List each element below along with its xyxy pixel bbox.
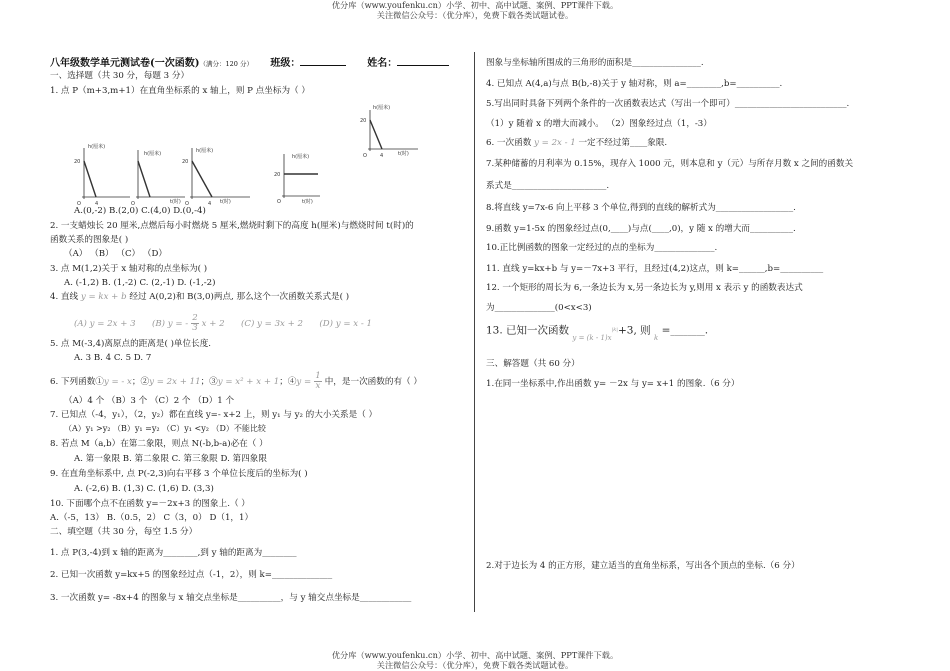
- graph-extra-origin: O: [363, 153, 367, 159]
- question-2-line2: 函数关系的图象是( ): [50, 235, 129, 245]
- question-4-option-c: (C) y = 3x + 2: [241, 319, 304, 329]
- question-8: 8. 若点 M（a,b）在第二象限，则点 N(-b,b-a)必在（ ）: [50, 439, 268, 449]
- question-10-options: A.（-5，13） B.（0.5，2） C（3，0） D（1，1）: [50, 513, 254, 523]
- fill-6-blank[interactable]: ____: [630, 138, 648, 148]
- question-4-option-d: (D) y = x - 1: [319, 319, 372, 329]
- fill-6-formula: y = 2x - 1: [534, 138, 576, 148]
- question-4-suffix: 经过 A(0,2)和 B(3,0)两点, 那么这个一次函数关系式是( ): [129, 292, 350, 302]
- fill-5-blank[interactable]: __________________________: [734, 99, 847, 109]
- section-choice-heading: 一、选择题（共 30 分，每题 3 分）: [50, 71, 190, 81]
- class-field[interactable]: [300, 57, 346, 66]
- question-4-options: [74, 314, 372, 333]
- fill-3-blank-b[interactable]: ____________: [359, 593, 412, 603]
- name-label: 姓名：: [367, 58, 398, 69]
- fill-question-7: 7.某种储蓄的月利率为 0.15%，现存入 1000 元，则本息和 y（元）与所存月数 x 之间的函数关: [486, 159, 854, 169]
- question-7-options: （A）y₁ >y₂ （B）y₁ =y₂ （C）y₁ <y₂ （D）不能比较: [64, 424, 266, 433]
- fill-13-part-b: +3, 则: [618, 324, 651, 337]
- fill-8-text: 8.将直线 y=7x-6 向上平移 3 个单位,得到的直线的解析式为: [486, 203, 716, 213]
- question-1: 1. 点 P（m+3,m+1）在直角坐标系的 x 轴上，则 P 点坐标为（ ）: [50, 86, 310, 96]
- question-6-func4: y =: [296, 377, 312, 387]
- fill-3-blank-a[interactable]: __________: [237, 593, 281, 603]
- exam-score-note: （满分：120 分）: [199, 60, 253, 68]
- question-4: [50, 291, 349, 303]
- fraction-denominator: x: [315, 381, 321, 391]
- q2-graphs: [50, 102, 468, 212]
- fill-4-part-b: ,b=: [721, 79, 737, 89]
- graph-b-ylabel: h(厘米): [144, 151, 162, 157]
- class-label: 班级：: [270, 58, 301, 69]
- fill-12-blank[interactable]: ______________: [494, 303, 555, 313]
- question-4-option-b: (B) y = -: [152, 319, 189, 329]
- fill-4-part-a: 4. 已知点 A(4,a)与点 B(b,-8)关于 y 轴对称，则 a=: [486, 79, 687, 89]
- question-4-formula: y = kx + b: [80, 292, 127, 302]
- graph-extra-line: [370, 120, 382, 149]
- fill-9-part-a: 9.函数 y=1-5x 的图象经过点(0,: [486, 224, 611, 234]
- graph-d: [274, 153, 320, 205]
- graph-a-line: [84, 161, 96, 197]
- fill-question-2: [50, 569, 332, 581]
- section-answer-heading: 三、解答题（共 60 分）: [486, 359, 580, 369]
- fill-13-blank[interactable]: ________: [670, 326, 705, 337]
- question-6-prefix: 6. 下列函数①: [50, 377, 104, 387]
- fill-9-part-b: )与点(: [627, 224, 652, 234]
- fill-9-blank-a[interactable]: ____: [610, 224, 628, 234]
- fill-11-blank-a[interactable]: ______: [739, 264, 765, 274]
- fill-10-text: 10.正比例函数的图象一定经过的点的坐标为: [486, 243, 655, 253]
- fill-11-part-a: 11. 直线 y=kx+b 与 y=－7x+3 平行，且经过(4,2)这点，则 k=: [486, 264, 740, 274]
- graph-a-y20: 20: [74, 159, 81, 165]
- question-4-option-a: (A) y = 2x + 3: [74, 319, 136, 329]
- question-6-func4-fraction: [314, 372, 322, 391]
- fill-question-5: 5.写出同时具备下列两个条件的一次函数表达式（写出一个即可）__________________________.: [486, 99, 850, 109]
- graph-a-ylabel: h(厘米): [88, 144, 106, 150]
- fill-6-part-c: 象限.: [647, 138, 668, 148]
- exam-title-row: [50, 57, 449, 70]
- fill-13-part-c: =: [661, 324, 671, 337]
- fill-5-text: 5.写出同时具备下列两个条件的一次函数表达式（写出一个即可）: [486, 99, 735, 109]
- fill-3-part-b: ，与 y 轴交点坐标是: [280, 593, 360, 603]
- answer-question-1: 1.在同一坐标系中,作出函数 y= －2x 与 y= x+1 的图象.（6 分）: [486, 379, 740, 389]
- fill-4-blank-b[interactable]: __________: [736, 79, 780, 89]
- fill-question-5-conditions: （1）y 随着 x 的增大而减小。 （2）图象经过点（1，-3）: [486, 119, 712, 129]
- question-4-prefix: 4. 直线: [50, 292, 79, 302]
- fill-question-7-cont: 系式是______________________.: [486, 181, 610, 191]
- name-field[interactable]: [397, 57, 449, 66]
- fraction-numerator: 1: [315, 371, 321, 381]
- fill-question-3-cont: 图象与坐标轴所围成的三角形的面积是________________.: [486, 58, 704, 68]
- question-6-sep1: ；②: [131, 377, 150, 387]
- page-header-line2: 关注微信公众号：（优分库），免费下载各类试题试卷。: [376, 10, 574, 20]
- graph-c-xlabel: t(时): [220, 199, 231, 205]
- question-6-sep3: ；④: [279, 377, 297, 387]
- graph-a: [74, 143, 130, 207]
- fill-7-blank[interactable]: ______________________: [511, 181, 607, 191]
- graph-c-origin: O: [185, 201, 189, 207]
- fill-12-part-c: (0<x<3): [554, 303, 592, 313]
- fill-3-area-blank[interactable]: ________________: [632, 58, 701, 68]
- fill-11-blank-b[interactable]: __________: [780, 264, 824, 274]
- fill-9-blank-c[interactable]: __________: [750, 224, 793, 234]
- fill-question-11: [486, 263, 823, 275]
- column-divider: [474, 52, 475, 612]
- question-6-suffix: 中，是一次函数的有（ ）: [324, 377, 422, 387]
- question-8-options: A. 第一象限 B. 第二象限 C. 第三象限 D. 第四象限: [74, 454, 267, 464]
- graph-c-line: [192, 161, 212, 197]
- question-6-func2: y = 2x + 11: [149, 377, 201, 387]
- question-6: [50, 372, 422, 391]
- fill-question-13: 13. 已知一次函数 $_{y = (k - 1)x}^{|k|}$+3, 则 $_k$ =________.: [486, 324, 709, 342]
- question-3: 3. 点 M(1,2)关于 x 轴对称的点坐标为( ): [50, 264, 208, 274]
- question-6-func1: y = - x: [103, 377, 132, 387]
- question-9: 9. 在直角坐标系中, 点 P(-2,3)向右平移 3 个单位长度后的坐标为( ): [50, 469, 308, 479]
- fill-6-part-b: 一定不经过第: [578, 138, 631, 148]
- fill-9-blank-b[interactable]: ____: [651, 224, 669, 234]
- page-header-line1: 优分库（www.youfenku.cn）小学、初中、高中试题、案例、PPT课件下载。: [331, 0, 619, 10]
- question-5: 5. 点 M(-3,4)离原点的距离是( )单位长度.: [50, 339, 212, 349]
- graph-extra: [360, 104, 418, 159]
- fill-10-blank[interactable]: ______________: [654, 243, 715, 253]
- question-2-line1: 2. 一支蜡烛长 20 厘米,点燃后每小时燃烧 5 厘米,燃烧时剩下的高度 h(厘米)与燃烧时间 t(时)的: [50, 221, 414, 231]
- fill-2-blank[interactable]: ______________: [271, 570, 333, 580]
- question-5-options: A. 3 B. 4 C. 5 D. 7: [74, 353, 152, 363]
- fill-8-blank[interactable]: __________________: [715, 203, 794, 213]
- answer-question-2: 2.对于边长为 4 的正方形，建立适当的直角坐标系，写出各个顶点的坐标.（6 分）: [486, 561, 800, 571]
- graph-d-y20: 20: [274, 172, 281, 178]
- fraction-denominator: 3: [192, 323, 198, 333]
- question-4-option-b-fraction: [191, 314, 199, 333]
- fill-13-part-a: 13. 已知一次函数: [486, 324, 570, 337]
- fill-question-9: 9.函数 y=1-5x 的图象经过点(0,____)与点(____,0)，y 随 x 的增大而__________.: [486, 224, 796, 234]
- graph-d-origin: O: [277, 199, 281, 205]
- fill-7-part-b: 系式是: [486, 181, 512, 191]
- graph-b-line: [138, 161, 150, 197]
- graph-extra-xlabel: t(时): [398, 151, 409, 157]
- fill-question-6: [486, 137, 667, 149]
- graph-a-x4: 4: [95, 201, 99, 207]
- fill-11-part-b: ,b=: [764, 264, 781, 274]
- fill-4-blank-a[interactable]: ________: [686, 79, 722, 89]
- graph-c-y20: 20: [182, 159, 189, 165]
- fill-3-cont-text: 图象与坐标轴所围成的三角形的面积是: [486, 58, 633, 68]
- graph-extra-ylabel: h(厘米): [373, 105, 391, 111]
- page-footer-line1: 优分库（www.youfenku.cn）小学、初中、高中试题、案例、PPT课件下载。: [331, 650, 619, 660]
- fill-9-part-c: ,0)，y 随 x 的增大而: [669, 224, 751, 234]
- fill-question-8: 8.将直线 y=7x-6 向上平移 3 个单位,得到的直线的解析式为__________________.: [486, 203, 796, 213]
- fill-2-text: 2. 已知一次函数 y=kx+5 的图象经过点（-1，2），则 k=: [50, 570, 272, 580]
- fill-1-part-b: ,到 y 轴的距离为: [197, 548, 263, 558]
- graph-a-origin: O: [77, 201, 81, 207]
- fraction-numerator: 2: [192, 313, 198, 323]
- question-1-options: A.(0,-2) B.(2,0) C.(4,0) D.(0,-4): [74, 206, 206, 216]
- page-footer-line2: 关注微信公众号：（优分库），免费下载各类试题试卷。: [376, 660, 574, 670]
- graph-d-xlabel: t(时): [302, 199, 313, 205]
- fill-3-part-a: 3. 一次函数 y= -8x+4 的图象与 x 轴交点坐标是: [50, 593, 238, 603]
- graph-c-ylabel: h(厘米): [196, 148, 214, 154]
- question-10: 10. 下面哪个点不在函数 y=－2x+3 的图象上.（ ）: [50, 499, 250, 509]
- fill-1-blank-a[interactable]: ________: [163, 548, 198, 558]
- fill-question-1: [50, 547, 297, 559]
- exam-title: 八年级数学单元测试卷(一次函数): [50, 58, 200, 69]
- section-fill-heading: 二、填空题（共 30 分，每空 1.5 分）: [50, 527, 198, 537]
- fill-12-part-b: 为: [486, 303, 495, 313]
- graph-b: [131, 150, 185, 207]
- fill-question-12-cont: [486, 302, 592, 314]
- graph-b-xlabel: t(时): [170, 199, 181, 205]
- question-9-options: A. (-2,6) B. (1,3) C. (1,6) D. (3,3): [74, 484, 214, 494]
- graph-c: [182, 147, 250, 207]
- question-7: 7. 已知点（-4，y₁），（2，y₂）都在直线 y=- x+2 上，则 y₁ 与 y₂ 的大小关系是（ ）: [50, 410, 378, 420]
- fill-1-blank-b[interactable]: ________: [262, 548, 297, 558]
- fill-1-part-a: 1. 点 P(3,-4)到 x 轴的距离为: [50, 548, 164, 558]
- fill-13-exponent: |k|: [611, 327, 618, 333]
- question-6-options: （A）4 个 （B）3 个 （C）2 个 （D）1 个: [64, 396, 235, 406]
- graph-extra-y20: 20: [360, 118, 367, 124]
- graph-c-x4: 4: [208, 201, 212, 207]
- fill-13-k: k: [654, 333, 659, 342]
- question-4-option-b-tail: x + 2: [201, 319, 225, 329]
- fill-question-3: [50, 592, 411, 604]
- fill-13-formula: y = (k - 1)x: [572, 333, 612, 342]
- graph-d-ylabel: h(厘米): [292, 154, 310, 160]
- question-6-sep2: ；③: [200, 377, 218, 387]
- question-2-options: （A） （B） （C） （D）: [64, 249, 167, 259]
- question-6-func3: y = x² + x + 1: [217, 377, 280, 387]
- question-3-options: A. (-1,2) B. (1,-2) C. (2,-1) D. (-1,-2): [64, 278, 216, 288]
- fill-question-10: 10.正比例函数的图象一定经过的点的坐标为______________.: [486, 243, 718, 253]
- graph-extra-x4: 4: [380, 153, 384, 159]
- fill-question-12: 12. 一个矩形的周长为 6,一条边长为 x,另一条边长为 y,则用 x 表示 y 的函数表达式: [486, 283, 803, 293]
- fill-question-4: 4. 已知点 A(4,a)与点 B(b,-8)关于 y 轴对称，则 a=________,b=__________.: [486, 79, 783, 89]
- fill-6-part-a: 6. 一次函数: [486, 138, 532, 148]
- graph-b-origin: O: [131, 201, 135, 207]
